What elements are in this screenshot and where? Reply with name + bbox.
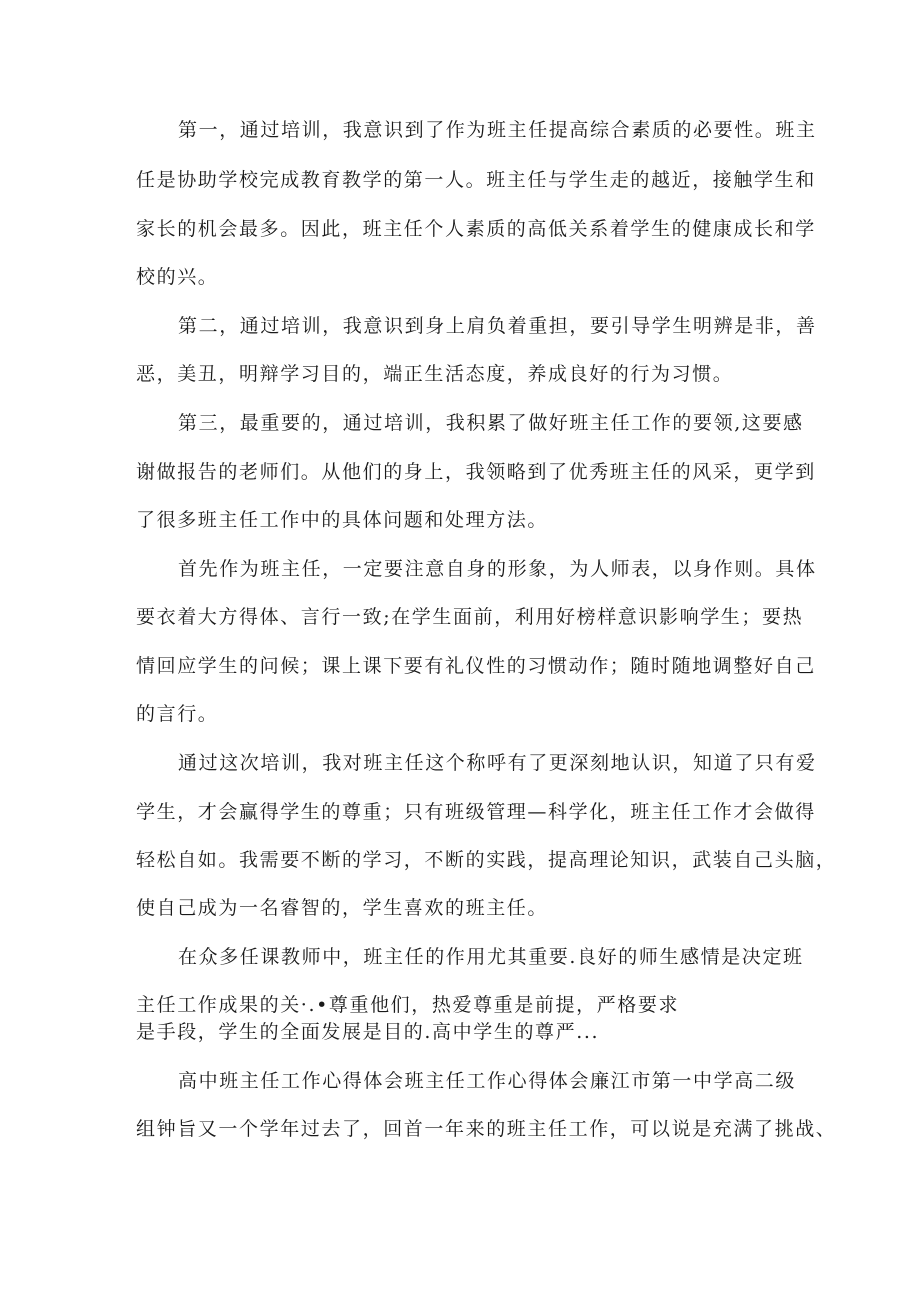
paragraph-1-line-1: 第一，通过培训，我意识到了作为班主任提高综合素质的必要性。班主 xyxy=(178,119,817,141)
paragraph-5-line-4: 使自己成为一名睿智的，学生喜欢的班主任。 xyxy=(136,897,549,919)
paragraph-6-line-1: 在众多任课教师中，班主任的作用尤其重要.良好的师生感情是决定班 xyxy=(178,946,804,968)
paragraph-6-line-2: 主任工作成果的关·.•尊重他们，热爱尊重是前提，严格要求 xyxy=(136,994,680,1016)
paragraph-4-line-4: 的言行。 xyxy=(136,703,219,725)
paragraph-4-line-3: 情回应学生的问候；课上课下要有礼仪性的习惯动作；随时随地调整好自己 xyxy=(136,655,816,677)
paragraph-4-line-2: 要衣着大方得体、言行一致;在学生面前，利用好榜样意识影响学生；要热 xyxy=(136,606,804,628)
paragraph-1-line-2: 任是协助学校完成教育教学的第一人。班主任与学生走的越近，接触学生和 xyxy=(136,169,816,191)
paragraph-3-line-1: 第三，最重要的，通过培训，我积累了做好班主任工作的要领,这要感 xyxy=(178,412,804,434)
paragraph-2-line-1: 第二，通过培训，我意识到身上肩负着重担，要引导学生明辨是非，善 xyxy=(178,315,817,337)
paragraph-7-line-2: 组钟旨又一个学年过去了，回首一年来的班主任工作，可以说是充满了挑战、 xyxy=(136,1118,837,1140)
paragraph-2-line-2: 恶，美丑，明辩学习目的，端正生活态度，养成良好的行为习惯。 xyxy=(136,363,734,385)
paragraph-5-line-3: 轻松自如。我需要不断的学习，不断的实践，提高理论知识，武装自己头脑， xyxy=(136,849,837,871)
paragraph-3-line-2: 谢做报告的老师们。从他们的身上，我领略到了优秀班主任的风采，更学到 xyxy=(136,461,816,483)
paragraph-4-line-1: 首先作为班主任，一定要注意自身的形象，为人师表，以身作则。具体 xyxy=(178,558,817,580)
paragraph-5-line-2: 学生，才会赢得学生的尊重；只有班级管理—科学化，班主任工作才会做得 xyxy=(136,801,816,823)
paragraph-6-line-3: 是手段，学生的全面发展是目的.高中学生的尊严... xyxy=(136,1021,600,1043)
paragraph-7-line-1: 高中班主任工作心得体会班主任工作心得体会廉江市第一中学高二级 xyxy=(178,1070,797,1092)
paragraph-1-line-3: 家长的机会最多。因此，班主任个人素质的高低关系着学生的健康成长和学 xyxy=(136,218,816,240)
paragraph-5-line-1: 通过这次培训，我对班主任这个称呼有了更深刻地认识，知道了只有爱 xyxy=(178,752,817,774)
paragraph-3-line-3: 了很多班主任工作中的具体问题和处理方法。 xyxy=(136,509,549,531)
paragraph-1-line-4: 校的兴。 xyxy=(136,266,219,288)
